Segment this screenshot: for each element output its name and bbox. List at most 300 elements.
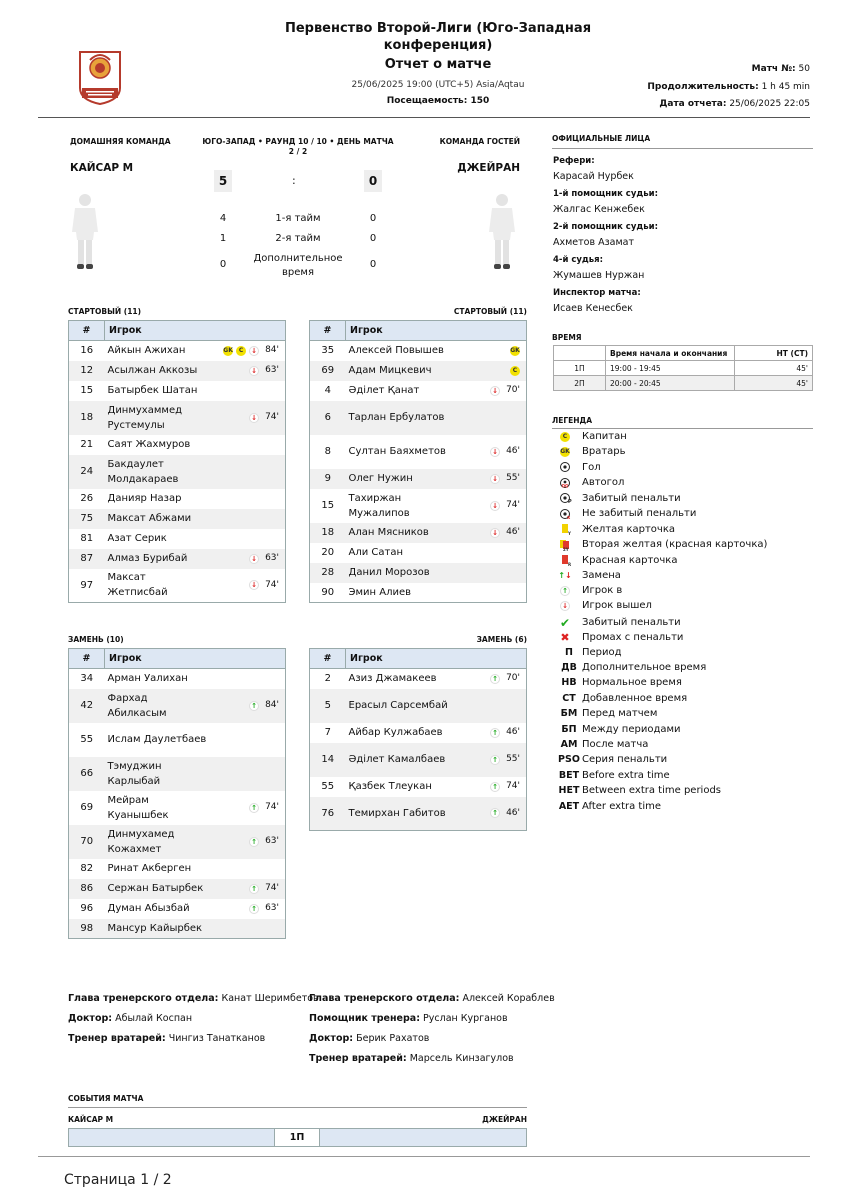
legend-label: Автогол (582, 477, 625, 489)
substitution-minute: 70' (506, 385, 520, 395)
player-cell-inner (349, 383, 524, 398)
player-name: Алмаз Бурибай (107, 553, 188, 564)
player-row (69, 455, 286, 489)
official-name: Жалгас Кенжебек (553, 204, 645, 215)
footer-divider (38, 1156, 810, 1157)
legend-label: Игрок вышел (582, 600, 652, 612)
player-row (310, 689, 527, 723)
player-events (490, 444, 523, 459)
player-row (310, 435, 527, 469)
home-starting-label: СТАРТОВЫЙ (11) (68, 307, 142, 316)
svg-text:2Y: 2Y (563, 546, 569, 552)
player-number: 15 (321, 500, 335, 511)
player-cell (346, 669, 527, 689)
legend-item (558, 631, 683, 644)
substitution-in-event (490, 725, 520, 740)
player-cell (346, 797, 527, 831)
home-staff-member (68, 1033, 265, 1044)
player-events (249, 834, 282, 849)
away-score: 0 (364, 170, 382, 192)
red-card-icon (558, 554, 572, 566)
player-number: 26 (80, 493, 94, 504)
substitution-in-event (249, 881, 279, 896)
arrow-in-icon: ↑ (249, 884, 259, 894)
substitution-minute: 70' (506, 673, 520, 684)
player-cell-inner (108, 343, 283, 358)
arrow-out-icon: ↓ (249, 413, 259, 423)
col-player-header: Игрок (105, 321, 286, 341)
svg-text:P: P (568, 499, 572, 506)
events-timeline (68, 1128, 527, 1147)
home-staff-member (68, 1013, 192, 1024)
time-row-period: 1П (554, 361, 606, 376)
events-period-marker: 1П (274, 1128, 320, 1147)
substitution-minute: 74' (506, 781, 520, 791)
player-events (490, 383, 523, 398)
legend-abbr-label: Before extra time (582, 769, 670, 781)
official-role: 4-й судья: (553, 255, 604, 265)
player-number: 12 (69, 361, 105, 381)
player-row (69, 381, 286, 401)
player-number: 16 (80, 345, 94, 357)
staff-name: Марсель Кинзагулов (409, 1053, 514, 1064)
check-icon: ✔ (559, 615, 571, 630)
player-cell (105, 879, 286, 899)
legend-abbr-item (558, 754, 667, 765)
player-cell (346, 689, 527, 723)
legend-item (558, 493, 681, 504)
player-cell (346, 341, 527, 361)
legend-item (558, 539, 767, 551)
player-cell-inner (108, 881, 283, 896)
player-name: Алексей Повышев (348, 345, 444, 357)
legend-abbr-item (558, 739, 648, 750)
time-row-period: 2П (554, 376, 606, 391)
match-number-value: 50 (798, 64, 810, 74)
arrow-in-icon: ↑ (558, 586, 572, 596)
goalkeeper-icon: GK (223, 346, 233, 354)
player-name: Ерасыл Сарсембай (348, 700, 448, 711)
legend-label: Вратарь (582, 446, 626, 458)
legend-abbr-item (558, 693, 687, 704)
substitution-minute: 46' (506, 727, 520, 737)
report-date (659, 99, 810, 109)
legend-label: Желтая карточка (582, 523, 675, 535)
substitution-out-event (249, 363, 279, 378)
arrow-out-icon: ↓ (558, 601, 572, 611)
player-name: Алан Мясников (348, 527, 429, 538)
player-number: 81 (80, 533, 94, 544)
time-title: ВРЕМЯ (552, 333, 582, 342)
player-events (249, 551, 282, 566)
official-name: Карасай Нурбек (553, 171, 634, 182)
legend-item (558, 477, 624, 488)
player-cell-inner (108, 363, 283, 378)
col-number-header: # (69, 321, 105, 341)
player-cell (105, 669, 286, 689)
player-cell-inner (108, 861, 283, 876)
arrow-out-icon: ↓ (249, 554, 259, 564)
legend-label: Замена (582, 569, 621, 581)
player-row (69, 899, 286, 919)
legend-abbr-key: П (565, 646, 573, 658)
player-cell-inner (108, 437, 283, 452)
player-row (310, 361, 527, 381)
substitution-minute: 63' (265, 836, 279, 846)
report-title: Первенство Второй-Лиги (Юго-Западная конференция) (284, 21, 592, 53)
player-number: 96 (80, 903, 94, 914)
player-events (490, 498, 523, 513)
player-name: Динмухамед Кожахмет (107, 828, 175, 855)
player-name: Бакдаулет Молдакараев (107, 458, 179, 485)
legend-label: Гол (582, 461, 601, 473)
player-events (249, 578, 282, 593)
player-events (249, 698, 282, 713)
substitution-in-event (249, 901, 279, 916)
arrow-in-icon: ↑ (249, 701, 259, 711)
player-cell (346, 435, 527, 469)
player-events (490, 471, 523, 486)
home-team-name: КАЙСАР М (70, 162, 134, 174)
official-name: Жумашев Нуржан (553, 270, 645, 281)
substitution-out-event (249, 343, 279, 358)
player-cell-inner (108, 732, 283, 747)
player-cell (346, 723, 527, 743)
player-row (69, 569, 286, 603)
legend-abbr-label: Дополнительное время (582, 662, 707, 673)
away-staff-member (309, 1053, 514, 1064)
player-name: Ринат Акберген (107, 863, 192, 874)
substitution-in-event (490, 752, 520, 767)
away-staff-member (309, 993, 555, 1004)
player-cell-inner (349, 806, 524, 821)
player-name: Арман Уалихан (107, 673, 188, 685)
player-number: 18 (69, 401, 105, 435)
legend-abbr-key: PSO (558, 754, 580, 766)
legend-abbr-label: Добавленное время (582, 692, 688, 704)
score-separator: : (292, 174, 296, 187)
period-label: 1-я тайм (275, 213, 321, 224)
league-logo (76, 48, 124, 106)
legend-abbr-item (558, 724, 681, 735)
cross-icon: ✖ (560, 631, 570, 645)
arrow-out-icon: ↓ (249, 580, 259, 590)
player-cell (105, 341, 286, 361)
player-events (490, 725, 523, 740)
player-cell-inner (349, 410, 524, 425)
away-staff-member (309, 1013, 508, 1024)
player-name: Тарлан Ербулатов (348, 412, 445, 423)
player-row (310, 669, 527, 689)
arrow-in-icon: ↑ (490, 674, 500, 684)
match-datetime: 25/06/2025 19:00 (UTC+5) Asia/Aqtau (351, 80, 525, 90)
player-number: 55 (321, 781, 335, 792)
report-subtitle: Отчет о матче (384, 57, 492, 72)
player-cell-inner (349, 698, 524, 713)
staff-name: Берик Рахатов (356, 1033, 430, 1044)
player-number: 87 (69, 549, 105, 569)
player-name: Максат Жетписбай (107, 572, 168, 599)
player-name: Азиз Джамакеев (348, 673, 437, 685)
time-row-range: 19:00 - 19:45 (606, 361, 735, 376)
substitution-minute: 74' (265, 412, 279, 422)
time-col-ht: HT (СТ) (735, 346, 813, 361)
legend-item (558, 616, 681, 630)
official-role: Инспектор матча: (553, 288, 641, 298)
player-number: 7 (324, 727, 331, 738)
player-name: Али Сатан (348, 547, 404, 558)
player-events (490, 671, 523, 686)
player-name: Данияр Назар (107, 493, 182, 504)
player-cell-inner (108, 383, 283, 398)
legend-label: Промах с пенальти (582, 632, 684, 644)
player-cell-inner (108, 531, 283, 546)
player-row (310, 381, 527, 401)
player-number: 98 (69, 919, 105, 939)
player-name: Думан Абызбай (107, 903, 190, 914)
match-duration (647, 82, 810, 92)
legend-abbr-label: Перед матчем (582, 708, 658, 720)
player-number: 70 (69, 825, 105, 859)
substitution-minute: 74' (506, 500, 520, 510)
player-cell-inner (108, 511, 283, 526)
player-events (249, 410, 282, 425)
player-cell-inner (108, 403, 283, 433)
substitution-minute: 55' (506, 473, 520, 483)
home-starting-table (68, 320, 286, 603)
legend-item (558, 600, 652, 611)
staff-role: Помощник тренера: (309, 1013, 421, 1024)
player-number: 28 (310, 563, 346, 583)
legend-label: Забитый пенальти (582, 492, 681, 504)
arrow-out-icon: ↓ (490, 501, 500, 511)
staff-role: Тренер вратарей: (309, 1053, 407, 1064)
period-away-score: 0 (369, 259, 377, 270)
player-cell (105, 435, 286, 455)
player-name: Айбар Кулжабаев (348, 727, 443, 738)
player-cell (105, 919, 286, 939)
player-name: Тахиржан Мужалипов (348, 492, 410, 519)
substitution-in-event (490, 671, 520, 686)
player-cell-inner (108, 570, 283, 600)
svg-text:Y: Y (568, 531, 571, 537)
player-name: Темирхан Габитов (348, 807, 446, 819)
player-number: 14 (310, 743, 346, 777)
player-row (310, 523, 527, 543)
player-events (490, 525, 523, 540)
player-events (249, 901, 282, 916)
staff-role: Глава тренерского отдела: (68, 993, 219, 1004)
player-cell (346, 743, 527, 777)
player-events (249, 800, 282, 815)
legend-abbr-label: Между периодами (582, 723, 681, 735)
player-number: 18 (310, 523, 346, 543)
time-col-range: Время начала и окончания (606, 346, 735, 361)
legend-item (558, 523, 675, 535)
player-row (69, 529, 286, 549)
player-events (510, 366, 523, 376)
staff-name: Алексей Кораблев (462, 993, 555, 1004)
player-row (69, 859, 286, 879)
player-name: Қазбек Тлеукан (348, 781, 432, 792)
player-number: 4 (324, 385, 331, 396)
player-cell (105, 825, 286, 859)
substitution-out-event (490, 383, 520, 398)
page-number: Страница 1 / 2 (64, 1172, 172, 1188)
arrow-out-icon: ↓ (249, 366, 259, 376)
legend-abbr-label: После матча (582, 739, 649, 750)
player-cell-inner (108, 921, 283, 936)
player-number: 24 (69, 455, 105, 489)
own-goal-icon (558, 478, 572, 488)
legend-abbr-key: AET (558, 800, 580, 812)
player-number: 15 (80, 385, 94, 396)
col-number-header: # (310, 321, 346, 341)
home-score: 5 (214, 170, 232, 192)
player-cell (346, 777, 527, 797)
official-role: Рефери: (553, 156, 595, 166)
col-player-header: Игрок (346, 649, 527, 669)
away-starting-table (309, 320, 527, 603)
legend-label: Красная карточка (582, 554, 678, 566)
legend-abbr-item (558, 677, 682, 688)
player-cell (105, 859, 286, 879)
substitution-out-event (490, 444, 520, 459)
official-role: 1-й помощник судьи: (553, 189, 658, 199)
player-number: 5 (310, 689, 346, 723)
arrow-out-icon: ↓ (490, 474, 500, 484)
player-row (310, 723, 527, 743)
legend-item (558, 446, 626, 457)
substitution-in-event (490, 806, 520, 821)
substitution-in-event (490, 779, 520, 794)
legend-abbr-item (558, 770, 670, 781)
home-staff-member (68, 993, 319, 1004)
player-name: Айкын Ажихан (107, 345, 186, 357)
official-name: Ахметов Азамат (553, 237, 634, 248)
player-cell-inner (349, 779, 524, 794)
player-cell-inner (108, 901, 283, 916)
player-cell-inner (349, 585, 524, 600)
arrow-out-icon: ↓ (249, 346, 259, 356)
svg-text:OG: OG (561, 483, 569, 489)
player-events (490, 752, 523, 767)
staff-name: Абылай Коспан (115, 1013, 193, 1024)
player-cell (346, 469, 527, 489)
substitution-out-event (249, 578, 279, 593)
player-name: Мейрам Куанышбек (107, 794, 169, 821)
arrow-in-icon: ↑ (490, 728, 500, 738)
substitution-minute: 84' (265, 700, 279, 710)
player-events (510, 346, 523, 356)
player-number: 6 (310, 401, 346, 435)
substitution-minute: 74' (265, 802, 279, 812)
player-row (310, 489, 527, 523)
legend-abbr-label: After extra time (582, 800, 662, 812)
legend-abbr-key: БМ (560, 708, 578, 720)
player-row (69, 435, 286, 455)
penalty-scored-icon (558, 493, 572, 506)
col-number-header: # (69, 649, 105, 669)
time-row-ht: 45' (735, 361, 813, 376)
substitution-out-event (249, 551, 279, 566)
arrow-in-icon: ↑ (490, 755, 500, 765)
events-home-team: КАЙСАР М (68, 1115, 114, 1124)
officials-divider (552, 148, 813, 149)
player-row (69, 509, 286, 529)
arrow-out-icon: ↓ (490, 386, 500, 396)
col-number-header: # (310, 649, 346, 669)
player-cell-inner (349, 525, 524, 540)
player-cell (105, 549, 286, 569)
player-number: 76 (310, 797, 346, 831)
official-name: Исаев Кенесбек (553, 303, 633, 314)
arrow-in-icon: ↑ (490, 808, 500, 818)
arrow-in-icon: ↑ (249, 803, 259, 813)
player-cell-inner (108, 759, 283, 789)
player-cell-inner (349, 752, 524, 767)
events-title: СОБЫТИЯ МАТЧА (68, 1094, 144, 1103)
player-number: 34 (80, 673, 94, 685)
player-row (69, 669, 286, 689)
staff-name: Руслан Курганов (423, 1013, 508, 1024)
away-team-name: ДЖЕЙРАН (457, 162, 520, 174)
legend-abbr-label: Нормальное время (582, 677, 682, 689)
player-name: Азат Серик (107, 533, 167, 544)
col-player-header: Игрок (346, 321, 527, 341)
substitution-minute: 74' (265, 883, 279, 893)
legend-item (558, 554, 677, 566)
staff-role: Доктор: (309, 1033, 354, 1044)
substitution-minute: 84' (265, 345, 279, 356)
player-name: Динмухаммед Рустемулы (107, 404, 183, 431)
player-cell-inner (108, 671, 283, 686)
staff-name: Чингиз Танатканов (168, 1033, 266, 1044)
time-col-period (554, 346, 606, 361)
legend-abbr-label: Серия пенальти (582, 754, 668, 766)
player-number: 90 (321, 586, 335, 598)
player-cell (105, 689, 286, 723)
player-cell-inner (349, 725, 524, 740)
match-number-label: Матч №: (751, 64, 796, 74)
duration-label: Продолжительность: (647, 82, 759, 92)
goalkeeper-icon: GK (560, 447, 570, 455)
substitution-in-event (249, 834, 279, 849)
player-cell-inner (349, 363, 524, 378)
legend-label: Вторая желтая (красная карточка) (582, 539, 768, 551)
substitution-in-event (249, 698, 279, 713)
player-cell (105, 529, 286, 549)
player-cell-inner (108, 551, 283, 566)
substitution-out-event (490, 498, 520, 513)
duration-value: 1 h 45 min (761, 82, 810, 92)
player-events (249, 363, 282, 378)
player-row (69, 361, 286, 381)
player-cell (105, 401, 286, 435)
player-cell (346, 543, 527, 563)
substitution-out-event (249, 410, 279, 425)
svg-text:R: R (568, 562, 572, 568)
captain-icon: C (236, 346, 246, 356)
substitution-icon: ↑ ↓ (558, 570, 572, 580)
attendance-value: 150 (470, 96, 490, 106)
player-number: 20 (321, 547, 335, 558)
match-number (752, 64, 810, 74)
player-name: Ислам Даулетбаев (107, 734, 207, 745)
player-number: 82 (80, 863, 94, 874)
player-number: 75 (69, 509, 105, 529)
player-number: 69 (80, 802, 94, 813)
